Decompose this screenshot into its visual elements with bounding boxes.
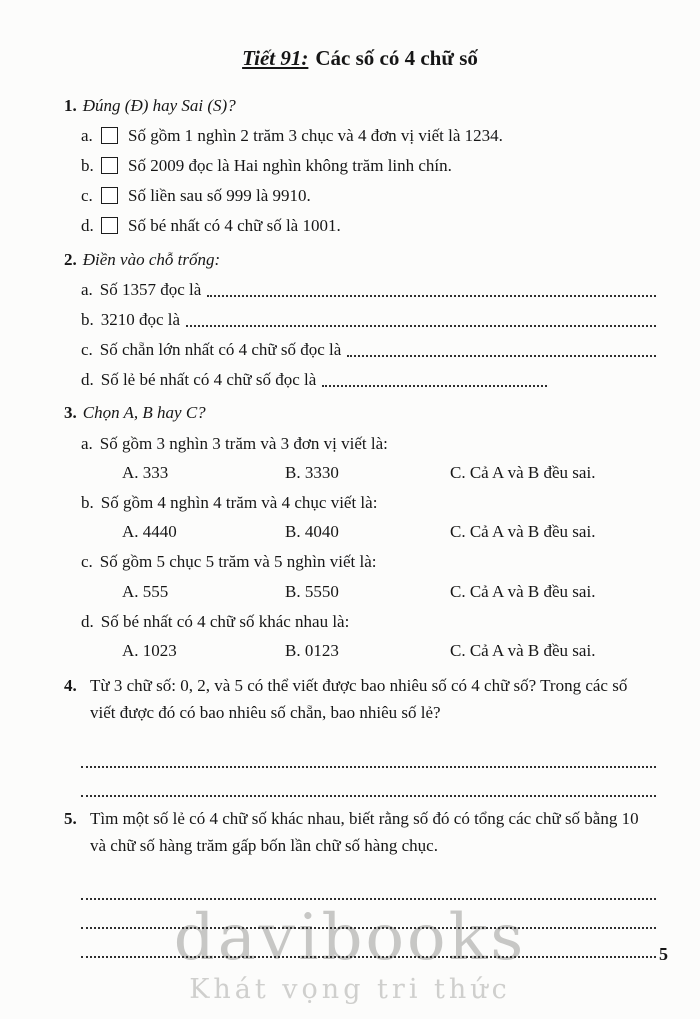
q5-answer-area (64, 871, 656, 958)
question-2-heading (64, 246, 656, 273)
q4-answer-area (64, 739, 656, 797)
item-label: b. (81, 309, 94, 329)
q2a-answer-blank[interactable] (207, 276, 656, 297)
q3c-options (64, 578, 656, 605)
item-text: Số 1357 đọc là (99, 279, 202, 299)
watermark-brand: davibooks (173, 901, 527, 975)
question-5 (64, 805, 656, 958)
item-text: Số lẻ bé nhất có 4 chữ số đọc là (100, 370, 317, 390)
q3a-options (64, 459, 656, 486)
item-stem (64, 548, 656, 575)
item-text: Số liền sau số 999 là 9910. (128, 186, 311, 206)
question-number: 3. (64, 403, 77, 423)
item-label: c. (81, 186, 93, 206)
question-3-heading (64, 399, 656, 426)
question-prompt: Đúng (Đ) hay Sai (S)? (82, 95, 236, 115)
q2-item-d (64, 366, 656, 393)
item-text: Số gồm 1 nghìn 2 trăm 3 chục và 4 đơn vị viết là 1234. (128, 125, 503, 145)
item-text: Số gồm 4 nghìn 4 trăm và 4 chục viết là: (100, 493, 378, 513)
q1-item-d (64, 212, 656, 239)
item-text: Số bé nhất có 4 chữ số khác nhau là: (100, 611, 350, 631)
item-text: Số 2009 đọc là Hai nghìn không trăm linh chín. (128, 155, 452, 175)
item-text: Số bé nhất có 4 chữ số là 1001. (128, 216, 341, 236)
watermark-slogan: Khát vọng tri thức (189, 974, 511, 1005)
q2-item-b (64, 306, 656, 333)
q3b-option-a[interactable]: A. 4440 (122, 522, 177, 542)
q1-item-c (64, 182, 656, 209)
q3-item-d (64, 608, 656, 664)
item-label: a. (81, 433, 93, 453)
question-number: 5. (64, 808, 77, 828)
question-1-heading (64, 92, 656, 119)
q1d-answer-checkbox[interactable] (101, 217, 118, 234)
lesson-title: Các số có 4 chữ số (315, 46, 478, 70)
question-2 (64, 246, 656, 394)
q3d-option-b[interactable]: B. 0123 (285, 640, 339, 660)
q3-item-a (64, 430, 656, 486)
lesson-number-label: Tiết 91: (242, 46, 309, 70)
item-text: Số gồm 3 nghìn 3 trăm và 3 đơn vị viết là: (99, 433, 388, 453)
q3-item-b (64, 489, 656, 545)
item-label: a. (81, 279, 93, 299)
item-label: d. (81, 611, 94, 631)
question-5-text-row (64, 805, 656, 859)
q1-item-a (64, 122, 656, 149)
question-prompt: Chọn A, B hay C? (82, 403, 206, 423)
question-4 (64, 672, 656, 796)
q1a-answer-checkbox[interactable] (101, 127, 118, 144)
q3d-options (64, 637, 656, 664)
q3b-option-b[interactable]: B. 4040 (285, 522, 339, 542)
q3a-option-a[interactable]: A. 333 (122, 462, 169, 482)
question-number: 4. (64, 676, 77, 696)
q3a-option-b[interactable]: B. 3330 (285, 462, 339, 482)
question-number: 1. (64, 95, 77, 115)
question-text: Từ 3 chữ số: 0, 2, và 5 có thể viết được bao nhiêu số có 4 chữ số? Trong các số viết được đó có bao nhiêu số chẵn, bao nhiêu số lẻ? (90, 676, 628, 723)
item-label: d. (81, 370, 94, 390)
page-title (64, 42, 656, 76)
q3c-option-c[interactable]: C. Cả A và B đều sai. (450, 581, 596, 601)
question-4-text-row (64, 672, 656, 726)
item-label: a. (81, 125, 93, 145)
q3c-option-b[interactable]: B. 5550 (285, 581, 339, 601)
q1-item-b (64, 152, 656, 179)
item-label: d. (81, 216, 94, 236)
item-label: c. (81, 552, 93, 572)
item-text: Số chẵn lớn nhất có 4 chữ số đọc là (99, 340, 342, 360)
item-text: 3210 đọc là (100, 309, 181, 329)
item-label: b. (81, 155, 94, 175)
question-prompt: Điền vào chỗ trống: (82, 249, 221, 269)
item-label: b. (81, 493, 94, 513)
q3a-option-c[interactable]: C. Cả A và B đều sai. (450, 462, 596, 482)
item-stem (64, 430, 656, 457)
q2b-answer-blank[interactable] (186, 306, 656, 327)
question-text: Tìm một số lẻ có 4 chữ số khác nhau, biết rằng số đó có tổng các chữ số bằng 10 và chữ số hàng trăm gấp bốn lần chữ số hàng chục. (90, 808, 639, 855)
item-stem (64, 489, 656, 516)
item-text: Số gồm 5 chục 5 trăm và 5 nghìn viết là: (99, 552, 377, 572)
q1b-answer-checkbox[interactable] (101, 157, 118, 174)
q4-answer-line-2[interactable] (81, 768, 656, 797)
question-number: 2. (64, 249, 77, 269)
q5-answer-line-3[interactable] (81, 929, 656, 958)
q1c-answer-checkbox[interactable] (101, 187, 118, 204)
q2-item-a (64, 276, 656, 303)
q5-answer-line-1[interactable] (81, 871, 656, 900)
q3c-option-a[interactable]: A. 555 (122, 581, 169, 601)
item-stem (64, 608, 656, 635)
q3b-option-c[interactable]: C. Cả A và B đều sai. (450, 522, 596, 542)
q3d-option-c[interactable]: C. Cả A và B đều sai. (450, 640, 596, 660)
q5-answer-line-2[interactable] (81, 900, 656, 929)
q3d-option-a[interactable]: A. 1023 (122, 640, 177, 660)
item-label: c. (81, 340, 93, 360)
page-number: 5 (659, 944, 668, 965)
q3-item-c (64, 548, 656, 604)
q2d-answer-blank[interactable] (322, 366, 547, 387)
q3b-options (64, 518, 656, 545)
question-3 (64, 399, 656, 664)
q4-answer-line-1[interactable] (81, 739, 656, 768)
question-1 (64, 92, 656, 240)
q2c-answer-blank[interactable] (347, 336, 656, 357)
q2-item-c (64, 336, 656, 363)
